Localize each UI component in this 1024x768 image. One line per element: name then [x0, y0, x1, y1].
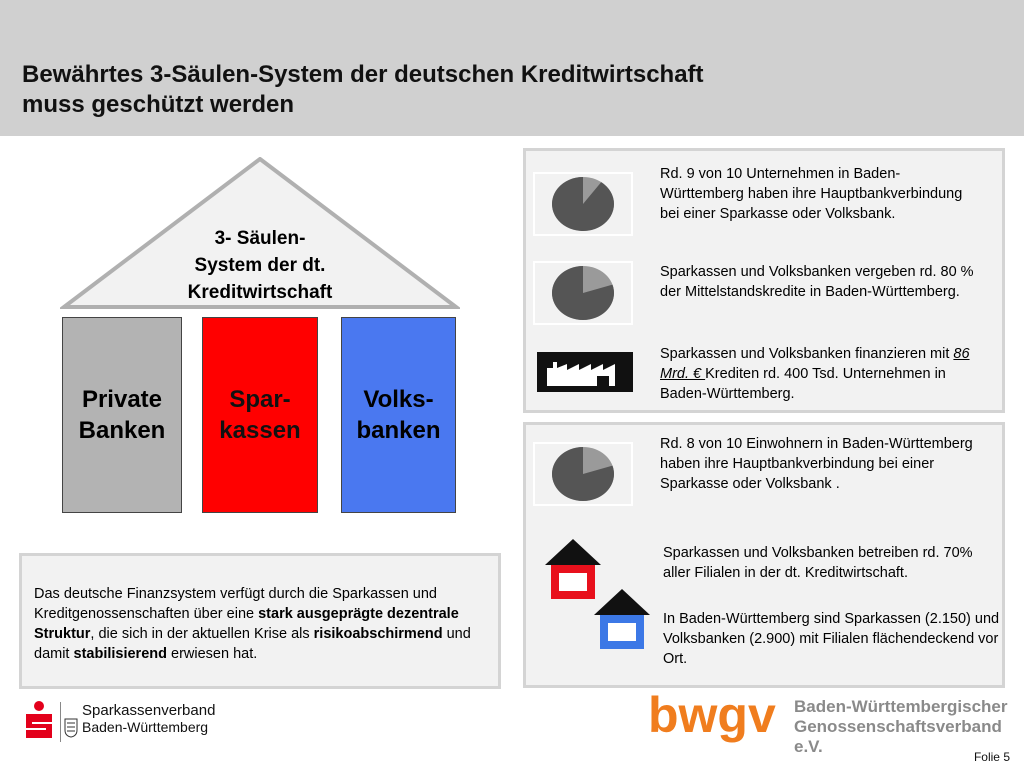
pie-frame [533, 261, 633, 325]
bw-branches-text: In Baden-Württemberg sind Sparkassen (2.150) und Volksbanken (2.900) mit Filialen flächendeckend vor Ort. [663, 611, 1000, 667]
bold-text: stark ausgeprägte dezentrale Struktur [34, 606, 459, 642]
pie-frame [533, 172, 633, 236]
financing-text [660, 344, 980, 404]
pie-chart-icon [551, 445, 615, 503]
sparkasse-s-logo [22, 700, 56, 740]
pie-frame [533, 442, 633, 506]
pie-chart-icon [551, 264, 615, 322]
sv-line-2: Baden-Württemberg [82, 719, 209, 735]
pie-main-slice [552, 177, 614, 231]
text-part: Sparkassen und Volksbanken finanzieren mit [660, 346, 954, 362]
bwgv-logo-text [794, 697, 1024, 757]
slide-number: Folie 5 [973, 750, 1010, 764]
title-line-2: muss geschützt werden [22, 91, 295, 118]
roof-label [150, 225, 370, 306]
text-part: und damit [34, 626, 471, 662]
logo-separator [60, 702, 61, 742]
bwgv-line-1: Baden-Württembergischer [794, 697, 1008, 716]
pie-chart-icon [551, 175, 615, 233]
bwgv-line-2: Genossenschaftsverband e.V. [794, 717, 1002, 756]
factory-icon [537, 352, 633, 392]
branches-text: Sparkassen und Volksbanken betreiben rd. 70% aller Filialen in der dt. Kreditwirtschaft. [663, 545, 973, 581]
sparkassenverband-logo-text [70, 702, 215, 736]
text-part: erwiesen hat. [166, 646, 258, 662]
text-part: Das deutsche Finanzsystem verfügt durch die Sparkassen und Kreditgenossenschaften über eine [34, 586, 437, 622]
roof-line-2: System der dt. [194, 255, 326, 276]
sv-line-1: Sparkassenverband [82, 702, 216, 719]
roof-line-1: 3- Säulen- [214, 228, 306, 249]
blue-house-icon [592, 587, 652, 651]
structure-info-box [19, 553, 501, 689]
pillar-label: Volks- banken [356, 386, 441, 444]
pillar-private-banken [62, 317, 182, 513]
text-part: Krediten rd. 400 Tsd. Unternehmen in Baden-Württemberg. [660, 366, 946, 402]
amount-text: 86 Mrd. € [660, 346, 970, 382]
roof-line-3: Kreditwirtschaft [187, 282, 333, 303]
bwgv-logo [648, 688, 778, 748]
title-line-1: Bewährtes 3-Säulen-System der deutschen Kreditwirtschaft [22, 61, 704, 88]
bold-text: stabilisierend [73, 646, 167, 662]
slide-title [22, 60, 982, 120]
midsize-credit-text: Sparkassen und Volksbanken vergeben rd. 80 % der Mittelstandskredite in Baden-Württemberg. [660, 264, 974, 300]
title-bar [0, 0, 1024, 136]
structure-text [34, 584, 494, 664]
pillar-sparkassen [202, 317, 318, 513]
bwgv-logo-text: bwgv [648, 688, 776, 743]
companies-text: Rd. 9 von 10 Unternehmen in Baden-Württemberg haben ihre Hauptbankverbindung bei einer Sparkasse oder Volksbank. [660, 166, 963, 222]
pillar-label: Spar- kassen [219, 386, 301, 444]
pillar-volksbanken [341, 317, 456, 513]
bold-text: risikoabschirmend [313, 626, 443, 642]
text-part: , die sich in der aktuellen Krise als [90, 626, 314, 642]
residents-text: Rd. 8 von 10 Einwohnern in Baden-Württemberg haben ihre Hauptbankverbindung bei einer Sparkasse oder Volksbank . [660, 436, 973, 492]
pillar-label: Private Banken [78, 386, 166, 444]
